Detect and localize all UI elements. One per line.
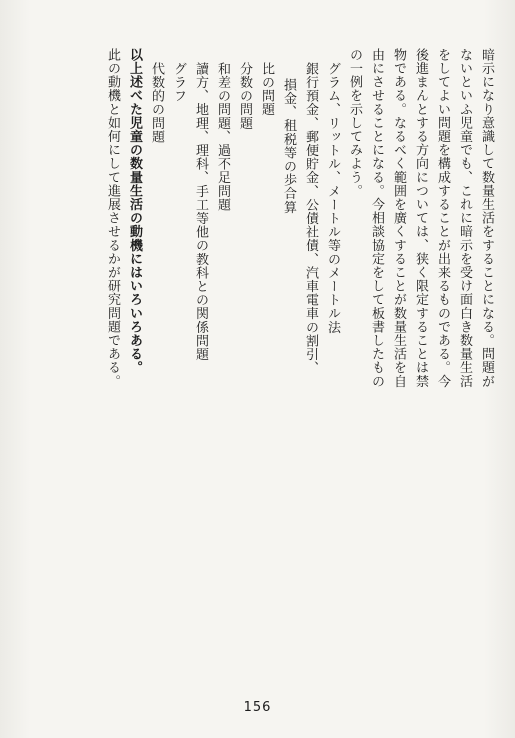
list-item: 損金、租税等の歩合算 <box>281 78 296 214</box>
list-item: 和差の問題、過不足問題 <box>215 62 230 212</box>
text-line: 後進まんとする方向については、狭く限定することは禁 <box>413 48 428 388</box>
list-item: 銀行預金、郵便貯金、公債社債、汽車電車の割引、 <box>303 62 318 375</box>
list-item: グラム、リットル、メートル等のメートル法 <box>325 62 340 334</box>
text-line: 此の動機と如何にして進展させるかが研究問題である。 <box>105 48 120 388</box>
list-item: 代数的の問題 <box>149 62 164 144</box>
list-item: グラフ <box>171 62 186 103</box>
list-item: 分数の問題 <box>237 62 252 130</box>
text-line: の一例を示してみよう。 <box>347 48 362 198</box>
page-number: 156 <box>243 700 272 715</box>
text-line: 暗示になり意識して数量生活をすることになる。問題が <box>479 48 494 388</box>
text-line: 以上述べた児童の数量生活の動機にはいろいろある。 <box>127 48 142 375</box>
text-line: 由にさせることになる。今相談協定をして板書したもの <box>369 48 384 388</box>
text-line: をしてよい問題を構成することが出来るものである。今 <box>435 48 450 388</box>
text-line: ないといふ児童でも、これに暗示を受け面白き数量生活 <box>457 48 472 388</box>
list-item: 比の問題 <box>259 62 274 117</box>
text-line: 物である。なるべく範囲を廣くすることが数量生活を自 <box>391 48 406 388</box>
list-item: 讀方、地理、理科、手工等他の教科との関係問題 <box>193 62 208 362</box>
